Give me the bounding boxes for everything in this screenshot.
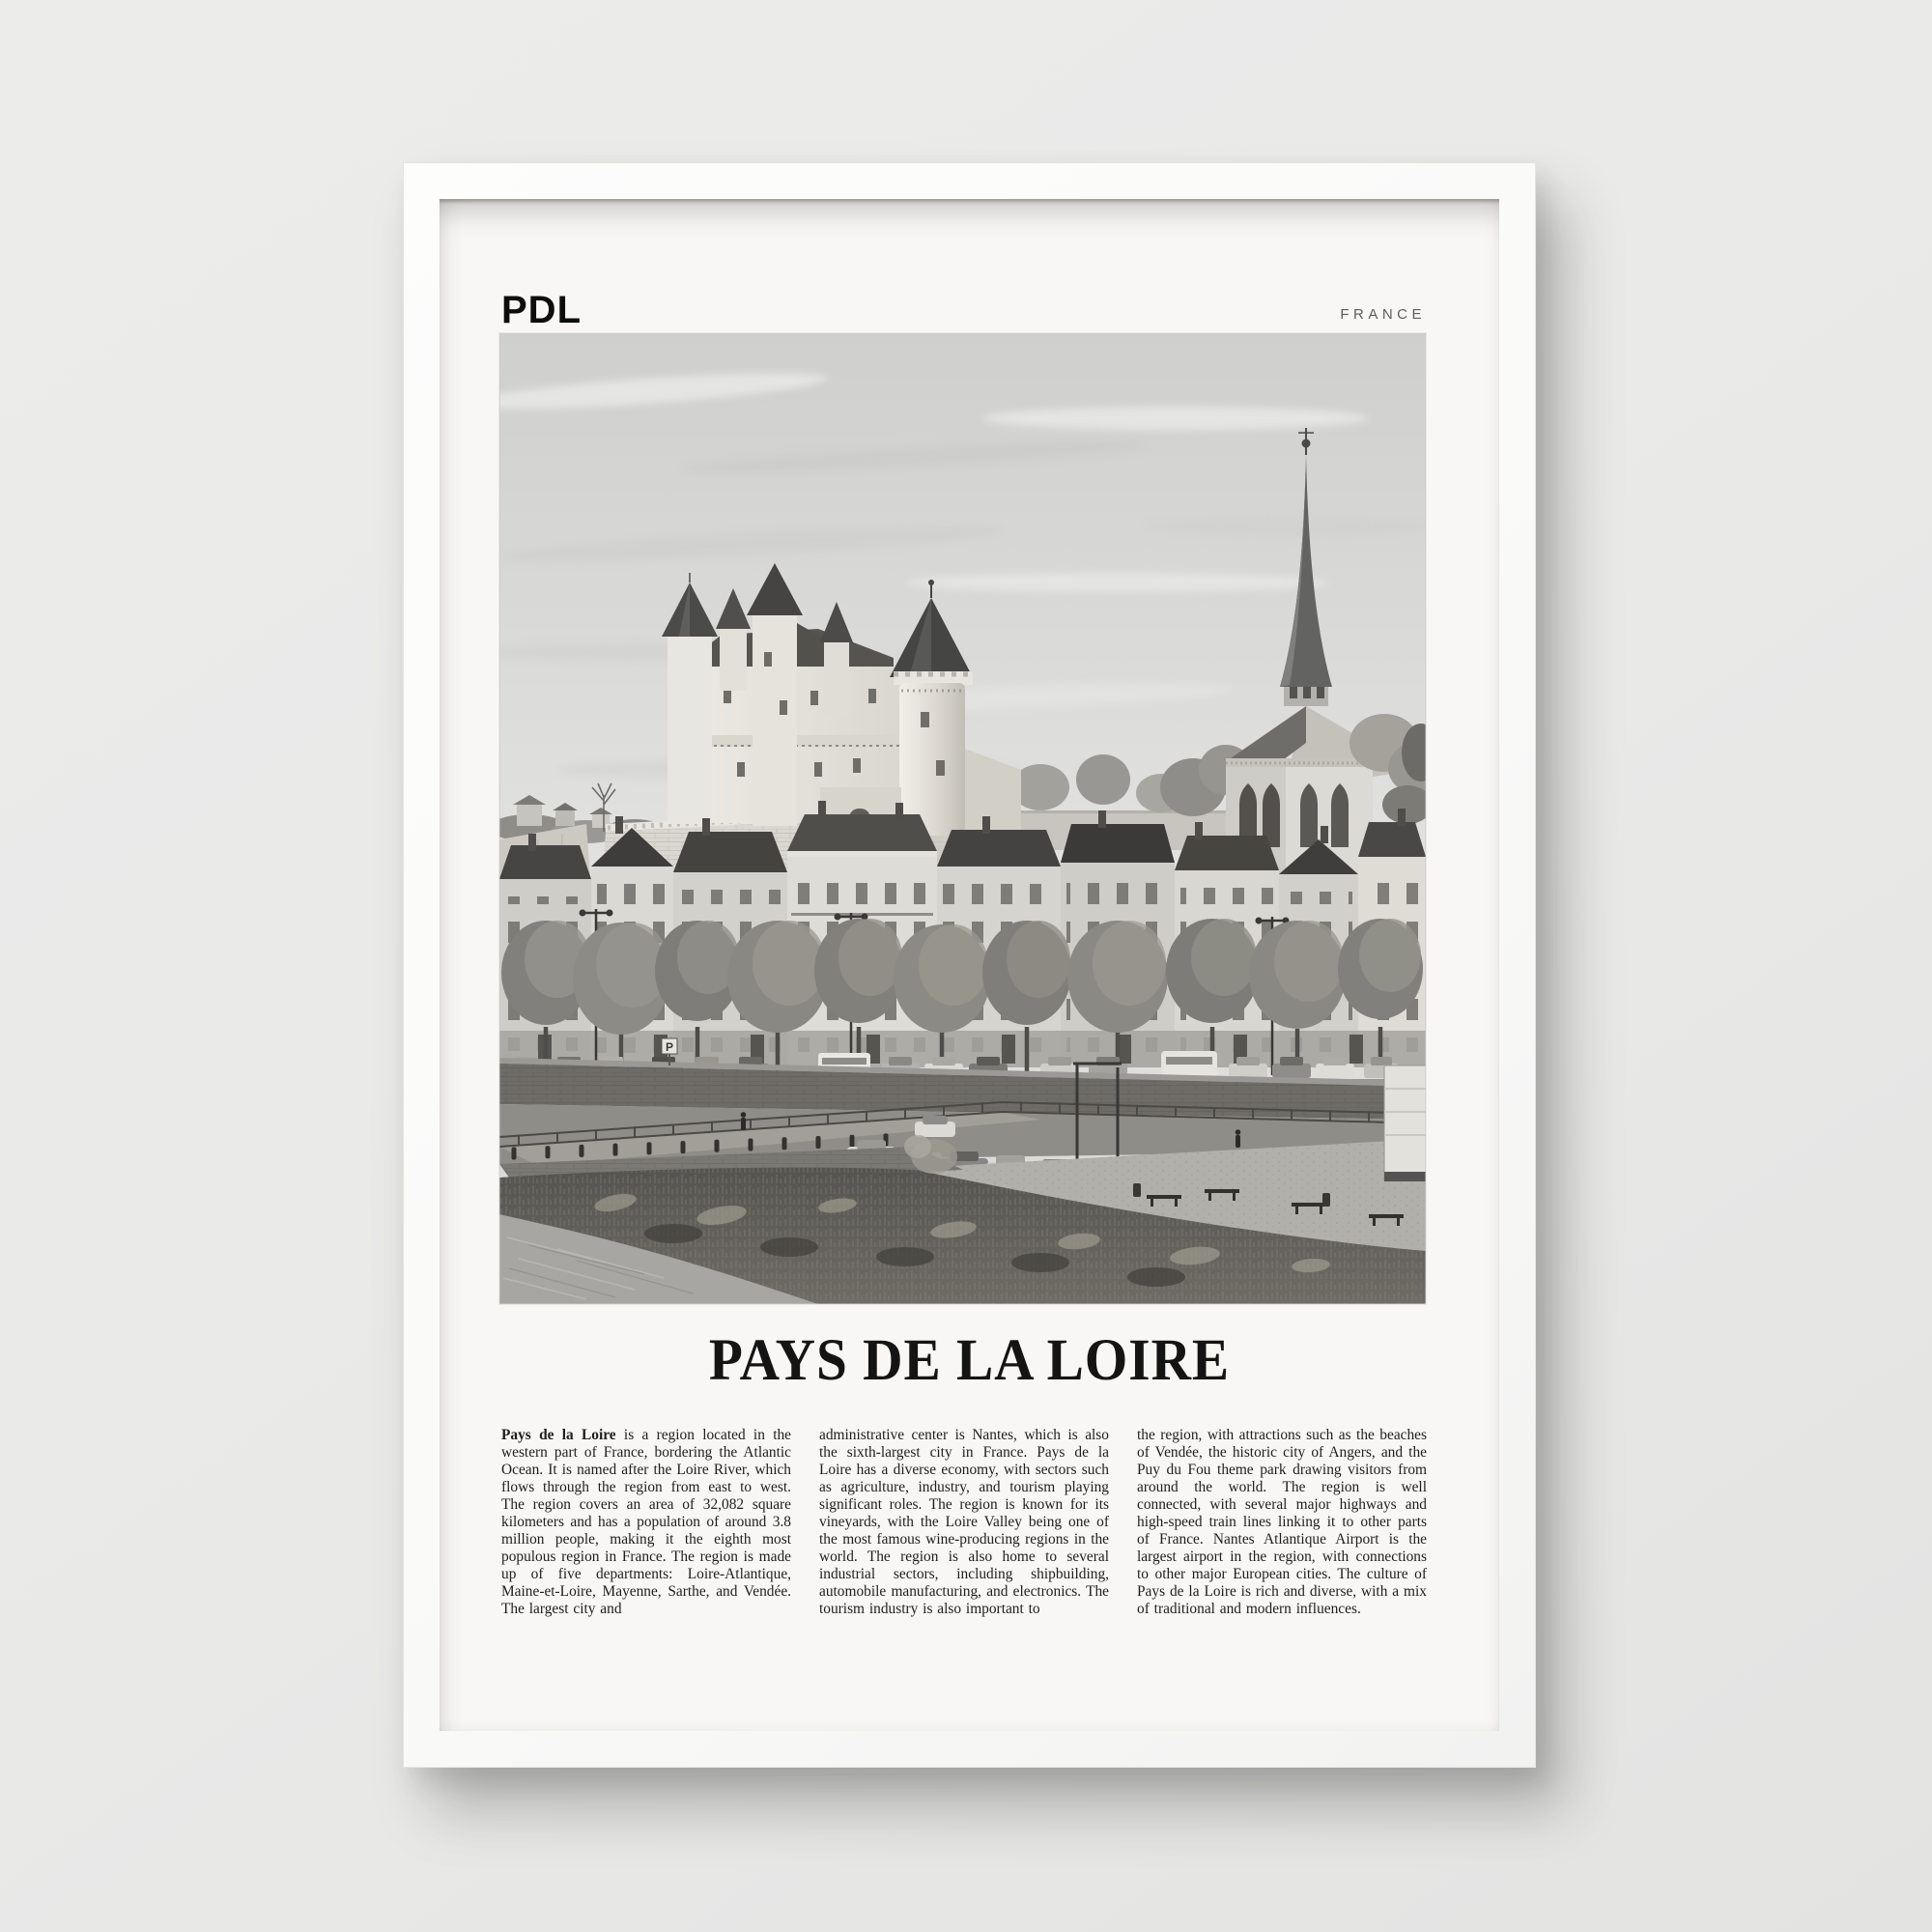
castle-porch-tower	[753, 610, 797, 826]
country-label: FRANCE	[1340, 306, 1426, 323]
poster-title: PAYS DE LA LOIRE	[708, 1328, 1231, 1393]
parking-sign-letter: P	[665, 1040, 674, 1054]
article	[501, 1412, 1427, 1634]
kiosk	[1384, 1065, 1426, 1181]
article-column-2: administrative center is Nantes, which is also the sixth-largest city in France. Pays de la Loire has a diverse economy, with sectors such as agriculture, industry, and tourism playing significant roles. The region is known for its vineyards, with the Loire Valley being one of the most famous wine-producing regions in the world. The region is also home to several industrial sectors, including shipbuilding, automobile manufacturing, and electronics. The tourism industry is also important to	[819, 1427, 1109, 1618]
article-column-1: Pays de la Loire is a region located in the western part of France, bordering the Atlantic Ocean. It is named after the Loire River, which flows through the region from east to west. The region covers an area of 32,082 square kilometers and has a population of around 3.8 million people, making it the eighth most populous region in France. The region is made up of five departments: Loire-Atlantique, Maine-et-Loire, Mayenne, Sarthe, and Vendée. The largest city and	[501, 1427, 791, 1618]
castle-left-tower	[668, 625, 712, 824]
saumur-photo-illustration	[499, 333, 1426, 1304]
article-lead: Pays de la Loire	[501, 1427, 616, 1444]
brand-abbreviation: PDL	[501, 289, 582, 331]
hero-photo	[499, 333, 1426, 1304]
picture-frame	[403, 162, 1536, 1768]
article-column-3: the region, with attractions such as the beaches of Vendée, the historic city of Angers, and the Puy du Fou theme park drawing visitors from around the world. The region is well connected, with several major highways and high-speed train lines linking it to other parts of France. Nantes Atlantique Airport is the largest airport in the region, with connections to other major European cities. The culture of Pays de la Loire is rich and diverse, with a mix of traditional and modern influences.	[1137, 1427, 1427, 1618]
poster	[440, 199, 1499, 1731]
